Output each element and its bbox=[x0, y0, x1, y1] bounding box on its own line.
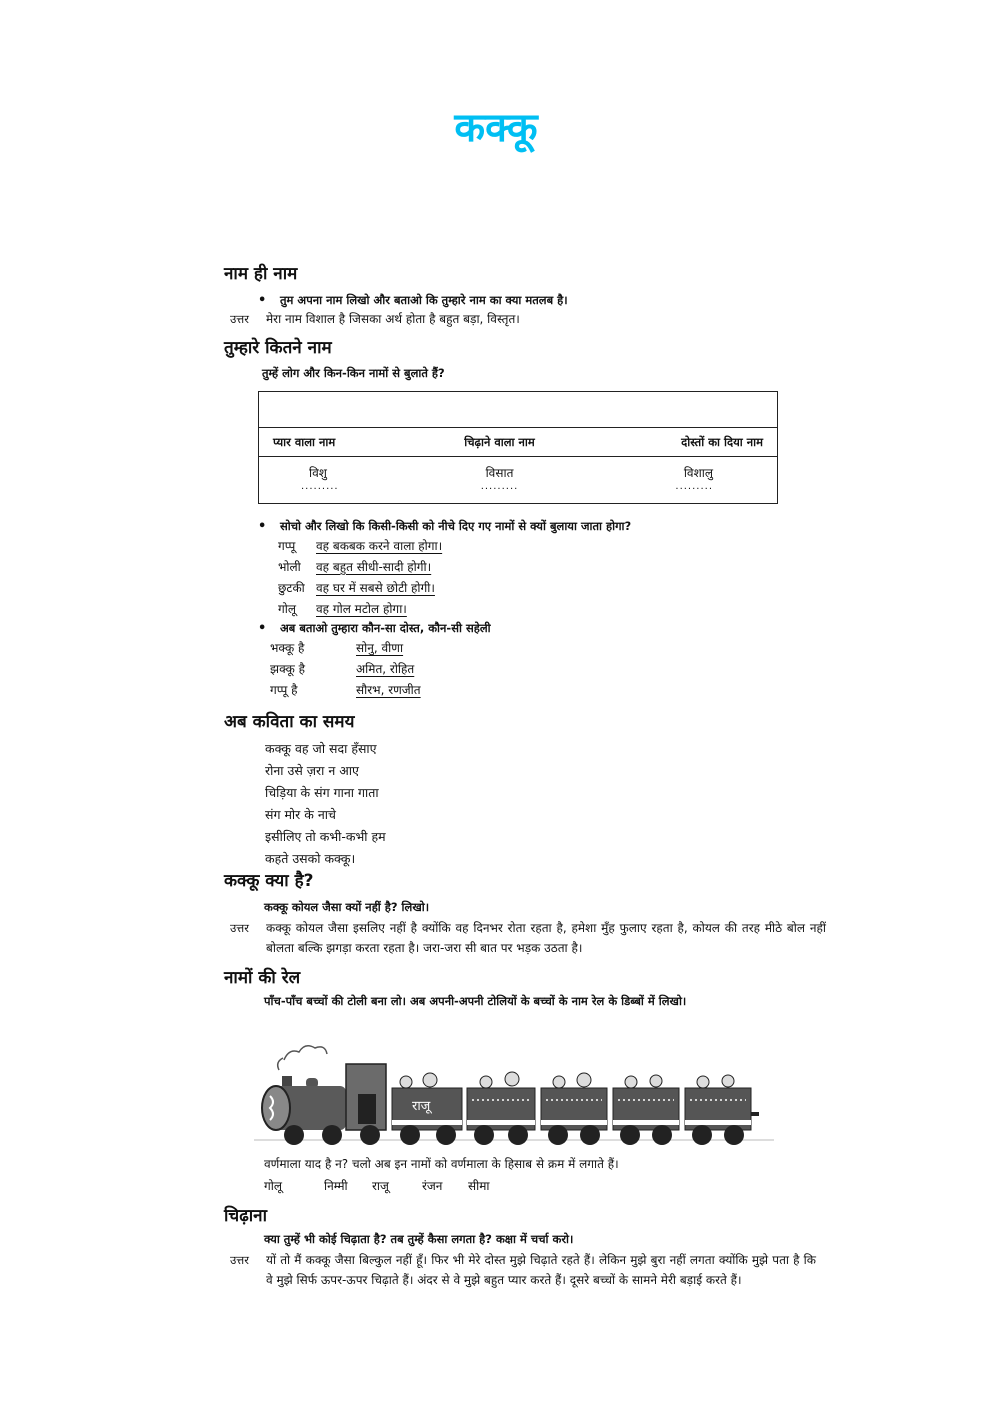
list-item bbox=[278, 582, 442, 603]
list-item bbox=[278, 561, 442, 582]
answer-6 bbox=[230, 1250, 816, 1290]
answer-label: उत्तर bbox=[230, 1253, 249, 1267]
question-2: तुम्हें लोग और किन-किन नामों से बुलाते हैं? bbox=[262, 366, 445, 380]
friend-label: भक्कू है bbox=[270, 641, 305, 655]
answer-text: कक्कू कोयल जैसा इसलिए नहीं है क्योंकि वह दिनभर रोता रहता है, हमेशा मुँह फुलाए रहता है, कोयल की तरह मीठे बोल नहीं बोलता बल्कि झगड़ा करता रहता है। जरा-जरा सी बात पर भड़क उठता है। bbox=[266, 921, 826, 955]
list-item bbox=[278, 540, 442, 561]
reason-answer: वह घर में सबसे छोटी होगी। bbox=[316, 581, 435, 595]
names-to-sort bbox=[264, 1180, 490, 1192]
header-pyar-wala-naam: प्यार वाला नाम bbox=[259, 428, 417, 457]
answer-label: उत्तर bbox=[230, 312, 249, 326]
section-heading-naam-hi-naam: नाम ही नाम bbox=[224, 264, 298, 284]
poem-line: इसीलिए तो कभी-कभी हम bbox=[265, 829, 386, 844]
name-item: गोलू bbox=[264, 1179, 283, 1193]
header-chidhane-wala-naam: चिढ़ाने वाला नाम bbox=[417, 428, 583, 457]
name-item: रंजन bbox=[422, 1179, 443, 1193]
answer-label: उत्तर bbox=[230, 921, 249, 935]
nickname: छुटकी bbox=[278, 581, 305, 595]
table-row bbox=[259, 481, 778, 504]
question-6: क्या तुम्हें भी कोई चिढ़ाता है? तब तुम्हें कैसा लगता है? कक्षा में चर्चा करो। bbox=[264, 1232, 574, 1246]
poem-line: संग मोर के नाचे bbox=[265, 807, 336, 822]
friend-names: अमित, रोहित bbox=[356, 662, 415, 676]
nickname: गप्पू bbox=[278, 539, 296, 553]
poem-line: कक्कू वह जो सदा हँसाए bbox=[265, 741, 377, 756]
answer-5 bbox=[230, 918, 826, 958]
answer-text: यों तो मैं कक्कू जैसा बिल्कुल नहीं हूँ। फिर भी मेरे दोस्त मुझे चिढ़ाते रहते हैं। लेकिन मुझे बुरा नहीं लगता क्योंकि मुझे पता है कि वे मुझे सिर्फ ऊपर-ऊपर चिढ़ाते हैं। अंदर से वे मुझे बहुत प्यार करते हैं। दूसरे बच्चों के सामने मेरी बड़ाई करते हैं। bbox=[266, 1253, 816, 1287]
friend-label: झक्कू है bbox=[270, 662, 306, 676]
name-item: निम्मी bbox=[324, 1179, 348, 1193]
name-item: सीमा bbox=[468, 1179, 490, 1193]
poem bbox=[265, 740, 386, 872]
cell-blank: ......... bbox=[480, 481, 519, 492]
reason-answer: वह बहुत सीधी-सादी होगी। bbox=[316, 560, 432, 574]
question-4: • अब बताओ तुम्हारा कौन-सा दोस्त, कौन-सी सहेली bbox=[258, 622, 491, 635]
train-wagon-label: राजू bbox=[412, 1099, 431, 1114]
page-title: कक्कू bbox=[454, 105, 538, 151]
train-illustration bbox=[254, 1030, 774, 1148]
question-3: • सोचो और लिखो कि किसी-किसी को नीचे दिए गए नामों से क्यों बुलाया जाता होगा? bbox=[258, 520, 631, 533]
cell-value: विशु bbox=[309, 466, 327, 480]
question-1: • तुम अपना नाम लिखो और बताओ कि तुम्हारे नाम का क्या मतलब है। bbox=[258, 294, 568, 307]
section-heading-chidhana: चिढ़ाना bbox=[224, 1206, 268, 1226]
friend-names: सौरभ, रणजीत bbox=[356, 683, 421, 697]
table-blank-row bbox=[259, 392, 778, 428]
nicknames-table bbox=[258, 391, 778, 504]
poem-line: कहते उसको कक्कू। bbox=[265, 851, 356, 866]
nickname: भोली bbox=[278, 560, 301, 574]
friend-names: सोनु, वीणा bbox=[356, 641, 404, 655]
cell-value: विसात bbox=[485, 466, 514, 480]
cell-blank: ......... bbox=[675, 481, 713, 492]
header-doston-ka-diya-naam: दोस्तों का दिया नाम bbox=[582, 428, 777, 457]
table-header-row bbox=[259, 428, 778, 457]
poem-line: रोना उसे ज़रा न आए bbox=[265, 763, 359, 778]
list-item bbox=[270, 663, 421, 684]
cell-blank: ......... bbox=[301, 481, 339, 492]
question-5: कक्कू कोयल जैसा क्यों नहीं है? लिखो। bbox=[264, 900, 430, 914]
cell-value: विशालु bbox=[683, 466, 713, 480]
section-heading-kakku-kya-hai: कक्कू क्या है? bbox=[224, 871, 314, 891]
friend-label: गप्पू है bbox=[270, 683, 298, 697]
answer-1 bbox=[230, 309, 520, 329]
reason-answer: वह गोल मटोल होगा। bbox=[316, 602, 407, 616]
answer-text: मेरा नाम विशाल है जिसका अर्थ होता है बहुत बड़ा, विस्तृत। bbox=[266, 312, 520, 326]
section-heading-tumhare-kitne-naam: तुम्हारे कितने नाम bbox=[224, 338, 332, 358]
name-item: राजू bbox=[372, 1179, 389, 1193]
reasons-list bbox=[278, 540, 442, 624]
list-item bbox=[270, 642, 421, 663]
friends-list bbox=[270, 642, 421, 705]
alphabet-prompt: वर्णमाला याद है न? चलो अब इन नामों को वर्णमाला के हिसाब से क्रम में लगाते हैं। bbox=[264, 1157, 619, 1171]
instruction: पाँच-पाँच बच्चों की टोली बना लो। अब अपनी-अपनी टोलियों के बच्चों के नाम रेल के डिब्बों में लिखो। bbox=[264, 994, 687, 1008]
list-item bbox=[270, 684, 421, 705]
reason-answer: वह बकबक करने वाला होगा। bbox=[316, 539, 443, 553]
table-row bbox=[259, 457, 778, 482]
poem-line: चिड़िया के संग गाना गाता bbox=[265, 785, 379, 800]
section-heading-namon-ki-rel: नामों की रेल bbox=[224, 968, 301, 988]
nickname: गोलू bbox=[278, 602, 297, 616]
section-heading-kavita: अब कविता का समय bbox=[224, 712, 355, 732]
